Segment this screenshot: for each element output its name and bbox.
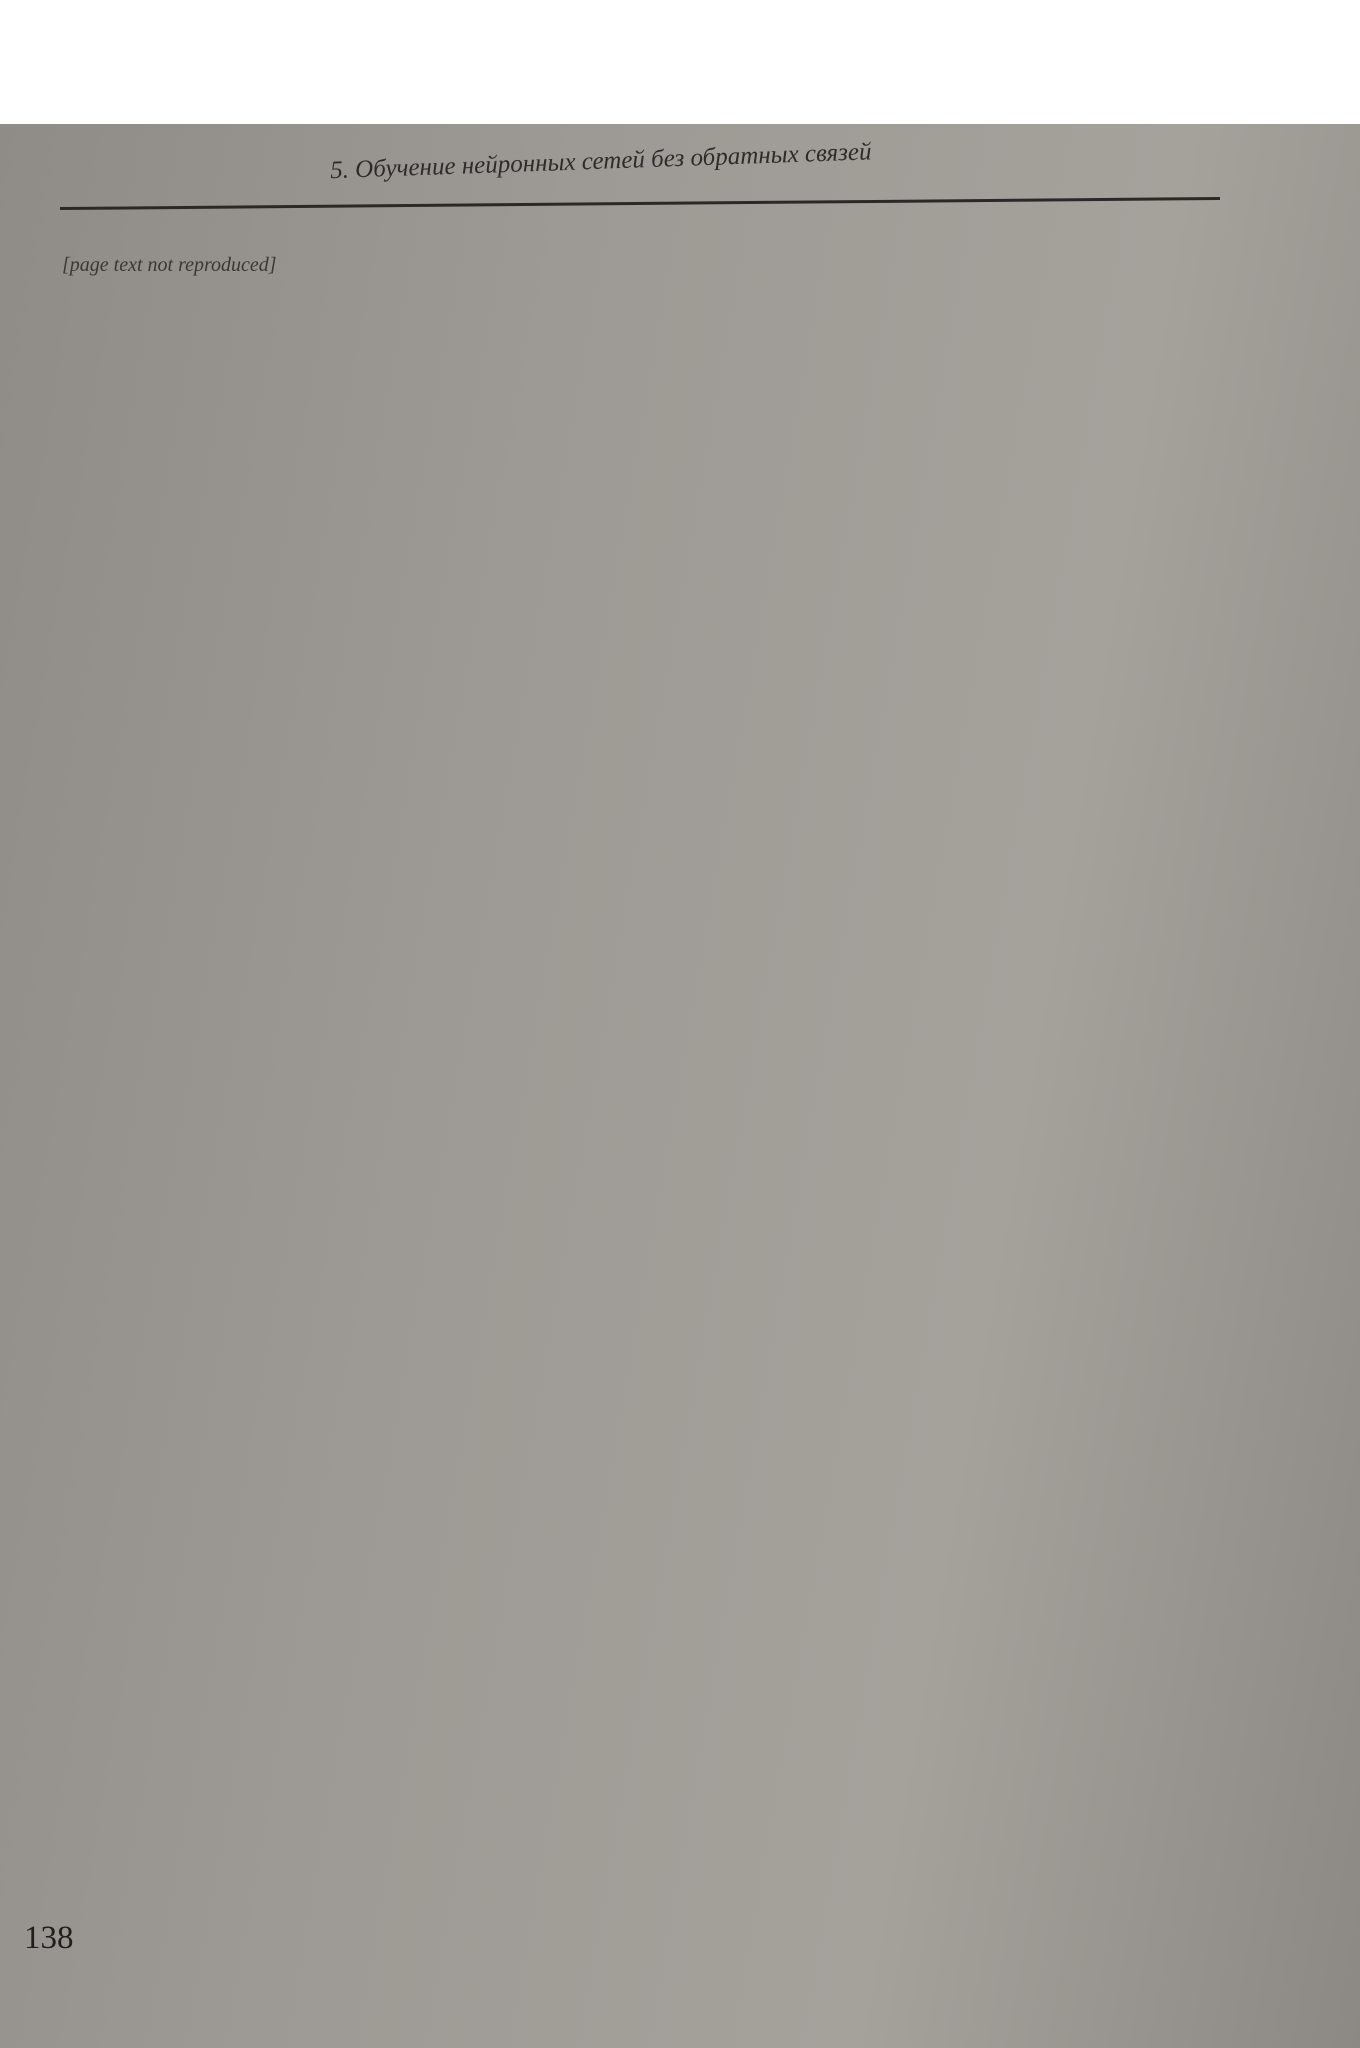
page-body <box>62 254 1222 1854</box>
header-rule <box>60 197 1220 210</box>
running-header: 5. Обучение нейронных сетей без обратных связей <box>329 138 872 185</box>
omitted-text-note: [page text not reproduced] <box>62 254 277 276</box>
book-page <box>0 124 1360 2048</box>
page-number: 138 <box>24 1920 74 1956</box>
